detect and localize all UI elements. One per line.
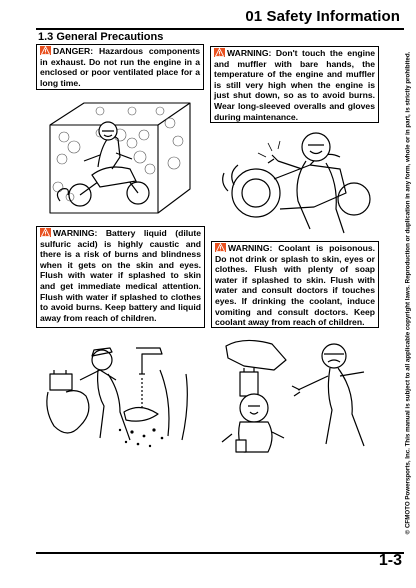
coolant-warning-box — [211, 241, 379, 328]
danger-label: DANGER: — [53, 46, 94, 56]
hot-engine-illustration — [214, 129, 380, 237]
battery-text: Battery liquid (dilute sulfuric acid) is highly caustic and there is a risk of burns and blindness when it gets on the skin and eyes. Flush with water if splashed to skin and get immediate medical attention. Flush with water if splashed to clothes to avoid burns. Keep battery and liquid away from reach of children. — [40, 228, 201, 323]
page-header-title: 01 Safety Information — [245, 8, 400, 25]
hot-engine-label: WARNING: — [227, 48, 272, 58]
danger-text: Hazardous components in exhaust. Do not run the engine in a enclosed or poor ventilated place for a long time. — [40, 46, 200, 88]
section-title: 1.3 General Precautions — [38, 31, 164, 43]
battery-acid-illustration — [40, 340, 206, 460]
battery-warning-box — [36, 226, 205, 328]
hot-engine-warning-box — [210, 46, 379, 123]
header-divider — [36, 28, 404, 30]
coolant-label: WARNING: — [228, 243, 273, 253]
footer-divider — [36, 552, 404, 554]
page-number: 1-3 — [378, 552, 402, 569]
coolant-child-illustration — [214, 336, 380, 460]
coolant-text: Coolant is poisonous. Do not drink or splash to skin, eyes or clothes. Flush with plenty of soap water if splashed to skin. Flush with water and consult doctors if touches eyes. If drinking the coolant, induce vomiting and consult doctors. Keep coolant away from reach of children. — [215, 243, 375, 328]
danger-exhaust-box — [36, 44, 204, 90]
warning-triangle-icon — [40, 228, 51, 237]
copyright-text: © CFMOTO Powersports, Inc. This manual is subject to all applicable copyright laws. Reproduction or duplication in any form, whole or in part, is strictly prohibited. — [404, 51, 412, 534]
warning-triangle-icon — [40, 46, 51, 55]
warning-triangle-icon — [215, 243, 226, 252]
warning-triangle-icon — [214, 48, 225, 57]
exhaust-enclosure-illustration — [40, 97, 204, 219]
hot-engine-text: Don't touch the engine and muffler with bare hands, the temperature of the engine and muffler is still very high when the engine is just shut down, so as to avoid burns. Wear long-sleeved overalls and gloves during maintenance. — [214, 48, 375, 122]
battery-label: WARNING: — [53, 228, 98, 238]
copyright-side-note — [403, 51, 413, 534]
